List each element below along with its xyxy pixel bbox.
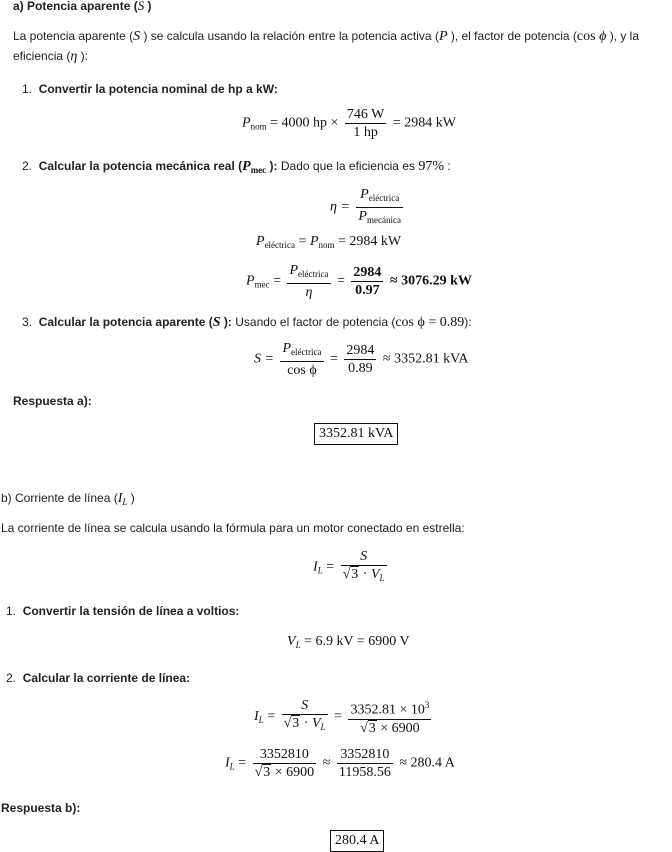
answer-b-label: Respuesta b): bbox=[1, 801, 81, 815]
section-b-step1: 1. Convertir la tensión de línea a voltios: bbox=[6, 604, 240, 618]
section-a-heading: a) Potencia aparente (S ) bbox=[13, 0, 152, 13]
equation-pnom: $P_{nom} = 4000$ hp × $\frac{746 W}{1 hp}$ = 2984 kW bbox=[242, 107, 456, 140]
section-b-intro: La corriente de línea se calcula usando la fórmula para un motor conectado en estrella: bbox=[1, 521, 465, 535]
section-a-step3: 3. Calcular la potencia aparente (S ): Usando el factor de potencia (cos ϕ = 0.89): bbox=[22, 315, 472, 330]
section-b-step2: 2. Calcular la corriente de línea: bbox=[6, 671, 191, 685]
equation-il-2: $I_L$ = $\frac{3352810}{√3 \times 6900}$ ≈ $\frac{3352810}{11958.56}$ ≈ 280.4 A bbox=[225, 747, 455, 780]
equation-pmec: $P_{mec}$ = $\frac{P_{eléctrica}}{\eta}$ = $\frac{2984}{0.97}$ ≈ 3076.29 kW bbox=[246, 263, 472, 300]
equation-il-formula: $I_L$ = $\frac{S}{√3 \cdot V_L}$ bbox=[313, 549, 385, 583]
equation-s: S = $\frac{P_{eléctrica}}{\text{cos ϕ}}$ = $\frac{2984}{0.89}$ ≈ 3352.81 kVA bbox=[254, 341, 469, 378]
section-a-step1: 1. Convertir la potencia nominal de hp a kW: bbox=[22, 82, 278, 96]
section-b-heading: b) Corriente de línea ($I_L$ ) bbox=[1, 491, 135, 507]
answer-b-box: 280.4 A bbox=[330, 830, 384, 852]
section-a-intro-line1: La potencia aparente (S ) se calcula usando la relación entre la potencia activa (P ), el factor de potencia (cos ϕ ), y la bbox=[13, 29, 640, 44]
section-a-step2: 2. Calcular la potencia mecánica real ($P_{mec}$ ): Dado que la eficiencia es 97% : bbox=[22, 159, 451, 175]
equation-vl: $V_L = 6.9$ kV = 6900 V bbox=[287, 634, 410, 650]
equation-eta: η = $\frac{P_{eléctrica}}{P_{mecánica}}$ bbox=[330, 187, 401, 225]
equation-il-1: $I_L$ = $\frac{S}{√3 \cdot V_L}$ = $\frac{3352.81 \times 10^3}{√3 \times 6900}$ bbox=[254, 698, 430, 736]
section-a-intro-line2: eficiencia (η ): bbox=[13, 49, 88, 64]
equation-pelec: $P_{eléctrica} = P_{nom} = 2984$ kW bbox=[256, 234, 402, 250]
answer-a-label: Respuesta a): bbox=[13, 394, 92, 408]
answer-a-box: 3352.81 kVA bbox=[314, 423, 398, 445]
